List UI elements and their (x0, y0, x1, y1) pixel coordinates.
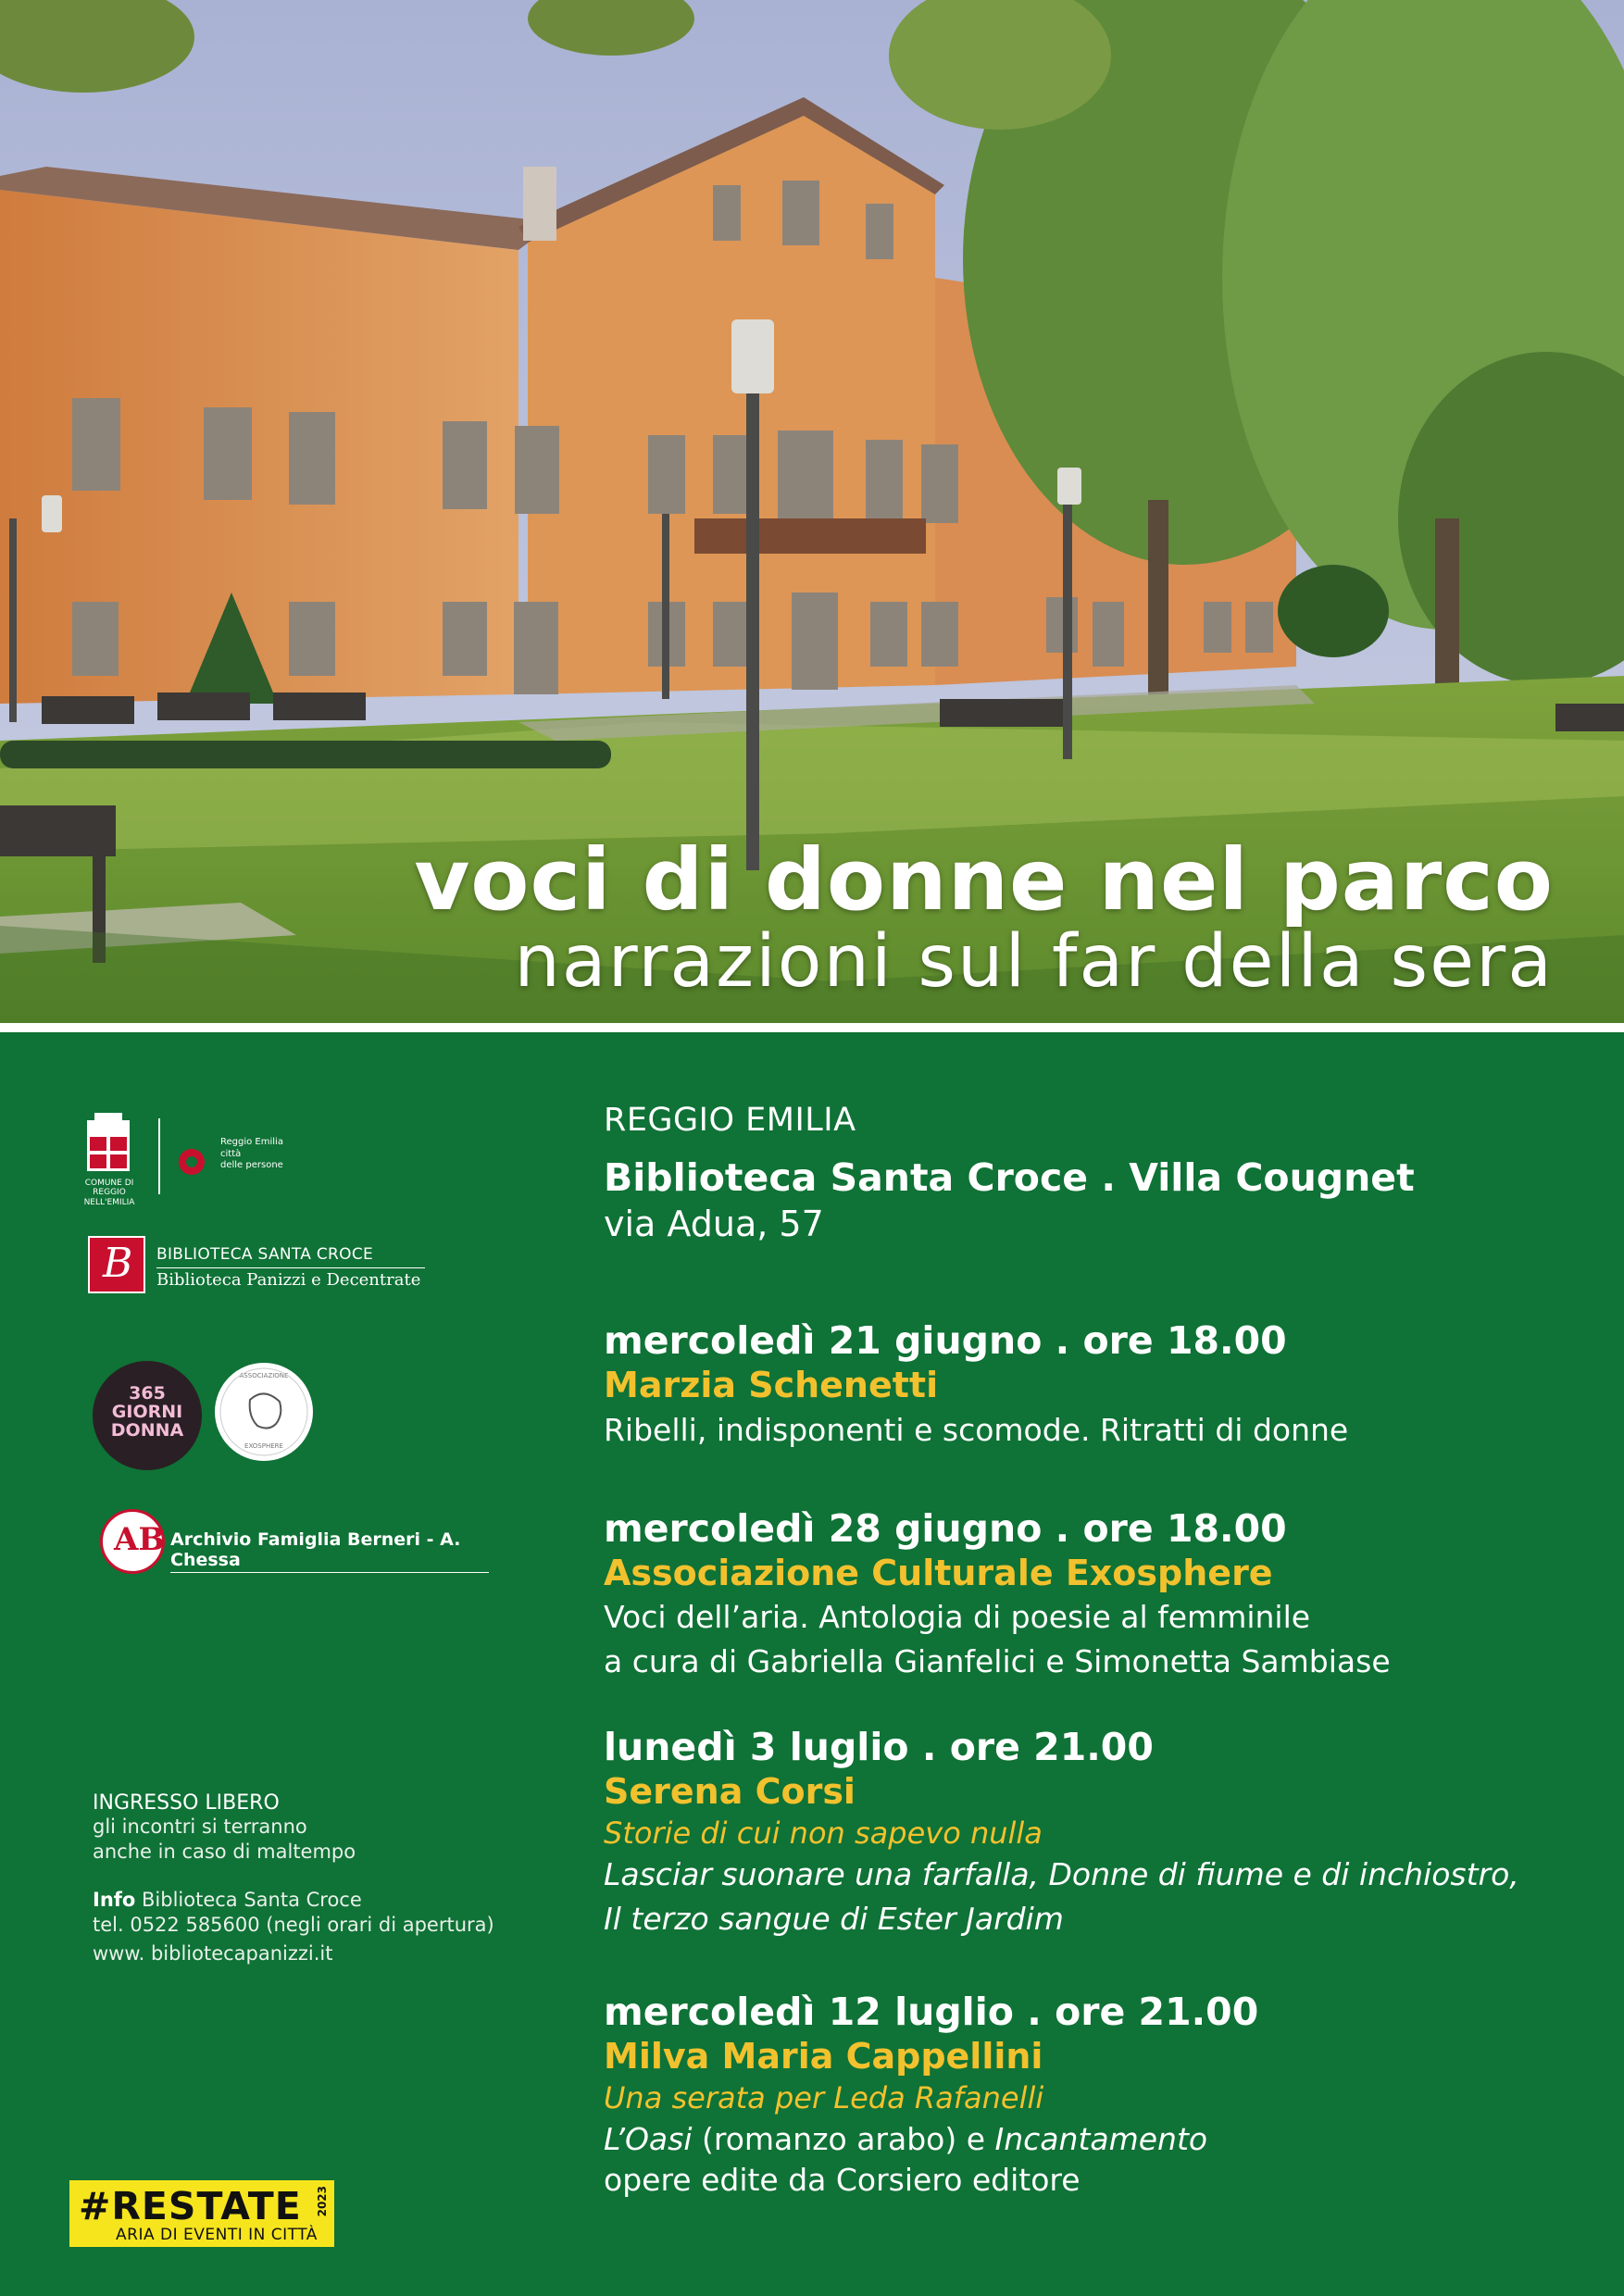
event-books (604, 2117, 1576, 2162)
park-photo (0, 0, 1624, 1023)
logo-giorni: GIORNI (111, 1401, 183, 1422)
comune-caption-1: COMUNE DI (84, 1179, 134, 1188)
event-description: Lasciar suonare una farfalla, Donne di fiume e di inchiostro, (604, 1856, 1519, 1893)
event-description: Voci dell’aria. Antologia di poesie al femminile (604, 1599, 1311, 1636)
event-2 (604, 1506, 1576, 1684)
logo-donna: DONNA (110, 1419, 184, 1441)
title-line-1: voci di donne nel parco (414, 830, 1554, 930)
website-link[interactable]: www. bibliotecapanizzi.it (93, 1942, 333, 1965)
restate-tagline: ARIA DI EVENTI IN CITTÀ (116, 2226, 318, 2244)
weather-line-1: gli incontri si terranno (93, 1816, 307, 1838)
event-program (604, 1102, 1576, 2199)
library-line-1: BIBLIOTECA SANTA CROCE (156, 1245, 374, 1264)
weather-line-2: anche in caso di maltempo (93, 1841, 356, 1864)
exosphere-name: EXOSPHERE (244, 1442, 283, 1450)
free-entry: INGRESSO LIBERO (93, 1791, 280, 1815)
book-connector: (romanzo arabo) e (692, 2121, 995, 2158)
event-date: mercoledì 28 giugno . ore 18.00 (604, 1505, 1287, 1551)
info-line (93, 1888, 509, 1913)
event-date: mercoledì 21 giugno . ore 18.00 (604, 1318, 1287, 1363)
logo-365: 365 (129, 1383, 166, 1404)
exosphere-arc: ASSOCIAZIONE (239, 1372, 289, 1379)
event-publisher: opere edite da Corsiero editore (604, 2162, 1081, 2198)
event-date: lunedì 3 luglio . ore 21.00 (604, 1724, 1154, 1769)
restate-year: 2023 (316, 2186, 329, 2217)
library-logo (88, 1236, 440, 1299)
city-brand-1: Reggio Emilia (220, 1137, 283, 1147)
event-date: mercoledì 12 luglio . ore 21.00 (604, 1989, 1259, 2034)
archivio-name: Archivio Famiglia Berneri - A. Chessa (170, 1529, 489, 1573)
city-brand-3: delle persone (220, 1160, 283, 1170)
exosphere-logo (215, 1363, 313, 1461)
event-3 (604, 1725, 1576, 1941)
venue: Biblioteca Santa Croce . Villa Cougnet (604, 1155, 1415, 1200)
event-description: a cura di Gabriella Gianfelici e Simonetta Sambiase (604, 1643, 1391, 1680)
event-speaker: Marzia Schenetti (604, 1365, 939, 1406)
restate-badge (69, 2180, 334, 2247)
archivio-berneri-logo (100, 1509, 489, 1574)
phone: tel. 0522 585600 (negli orari di apertura) (93, 1913, 494, 1936)
library-mark-icon: B (88, 1236, 145, 1293)
library-line-2: Biblioteca Panizzi e Decentrate (156, 1270, 421, 1290)
event-description: Il terzo sangue di Ester Jardim (604, 1901, 1064, 1938)
city: REGGIO EMILIA (604, 1102, 856, 1139)
event-speaker: Serena Corsi (604, 1771, 856, 1813)
title-line-2: narrazioni sul far della sera (514, 920, 1554, 1004)
city-brand-2: città (220, 1148, 242, 1159)
event-speaker: Milva Maria Cappellini (604, 2036, 1043, 2078)
info-label: Info (93, 1888, 136, 1911)
event-1 (604, 1318, 1576, 1453)
event-speaker: Associazione Culturale Exosphere (604, 1552, 1273, 1593)
restate-hashtag: #RESTATE (79, 2184, 302, 2228)
event-4 (604, 1990, 1576, 2199)
comune-logo (67, 1111, 307, 1207)
event-subtitle: Storie di cui non sapevo nulla (604, 1815, 1043, 1851)
event-subtitle: Una serata per Leda Rafanelli (604, 2079, 1044, 2115)
event-description: Ribelli, indisponenti e scomode. Ritratti di donne (604, 1411, 1349, 1448)
info-text: Biblioteca Santa Croce (135, 1888, 362, 1911)
divider (0, 1023, 1624, 1032)
book-title-2: Incantamento (994, 2121, 1208, 2158)
practical-info (93, 1791, 509, 1966)
365-giorni-donna-logo (93, 1361, 202, 1470)
archivio-mark-icon: AB (100, 1509, 165, 1574)
comune-caption-2: REGGIO NELL'EMILIA (83, 1188, 135, 1207)
book-title-1: L’Oasi (604, 2121, 693, 2158)
address: via Adua, 57 (604, 1204, 824, 1244)
poster-title (350, 830, 1554, 1004)
